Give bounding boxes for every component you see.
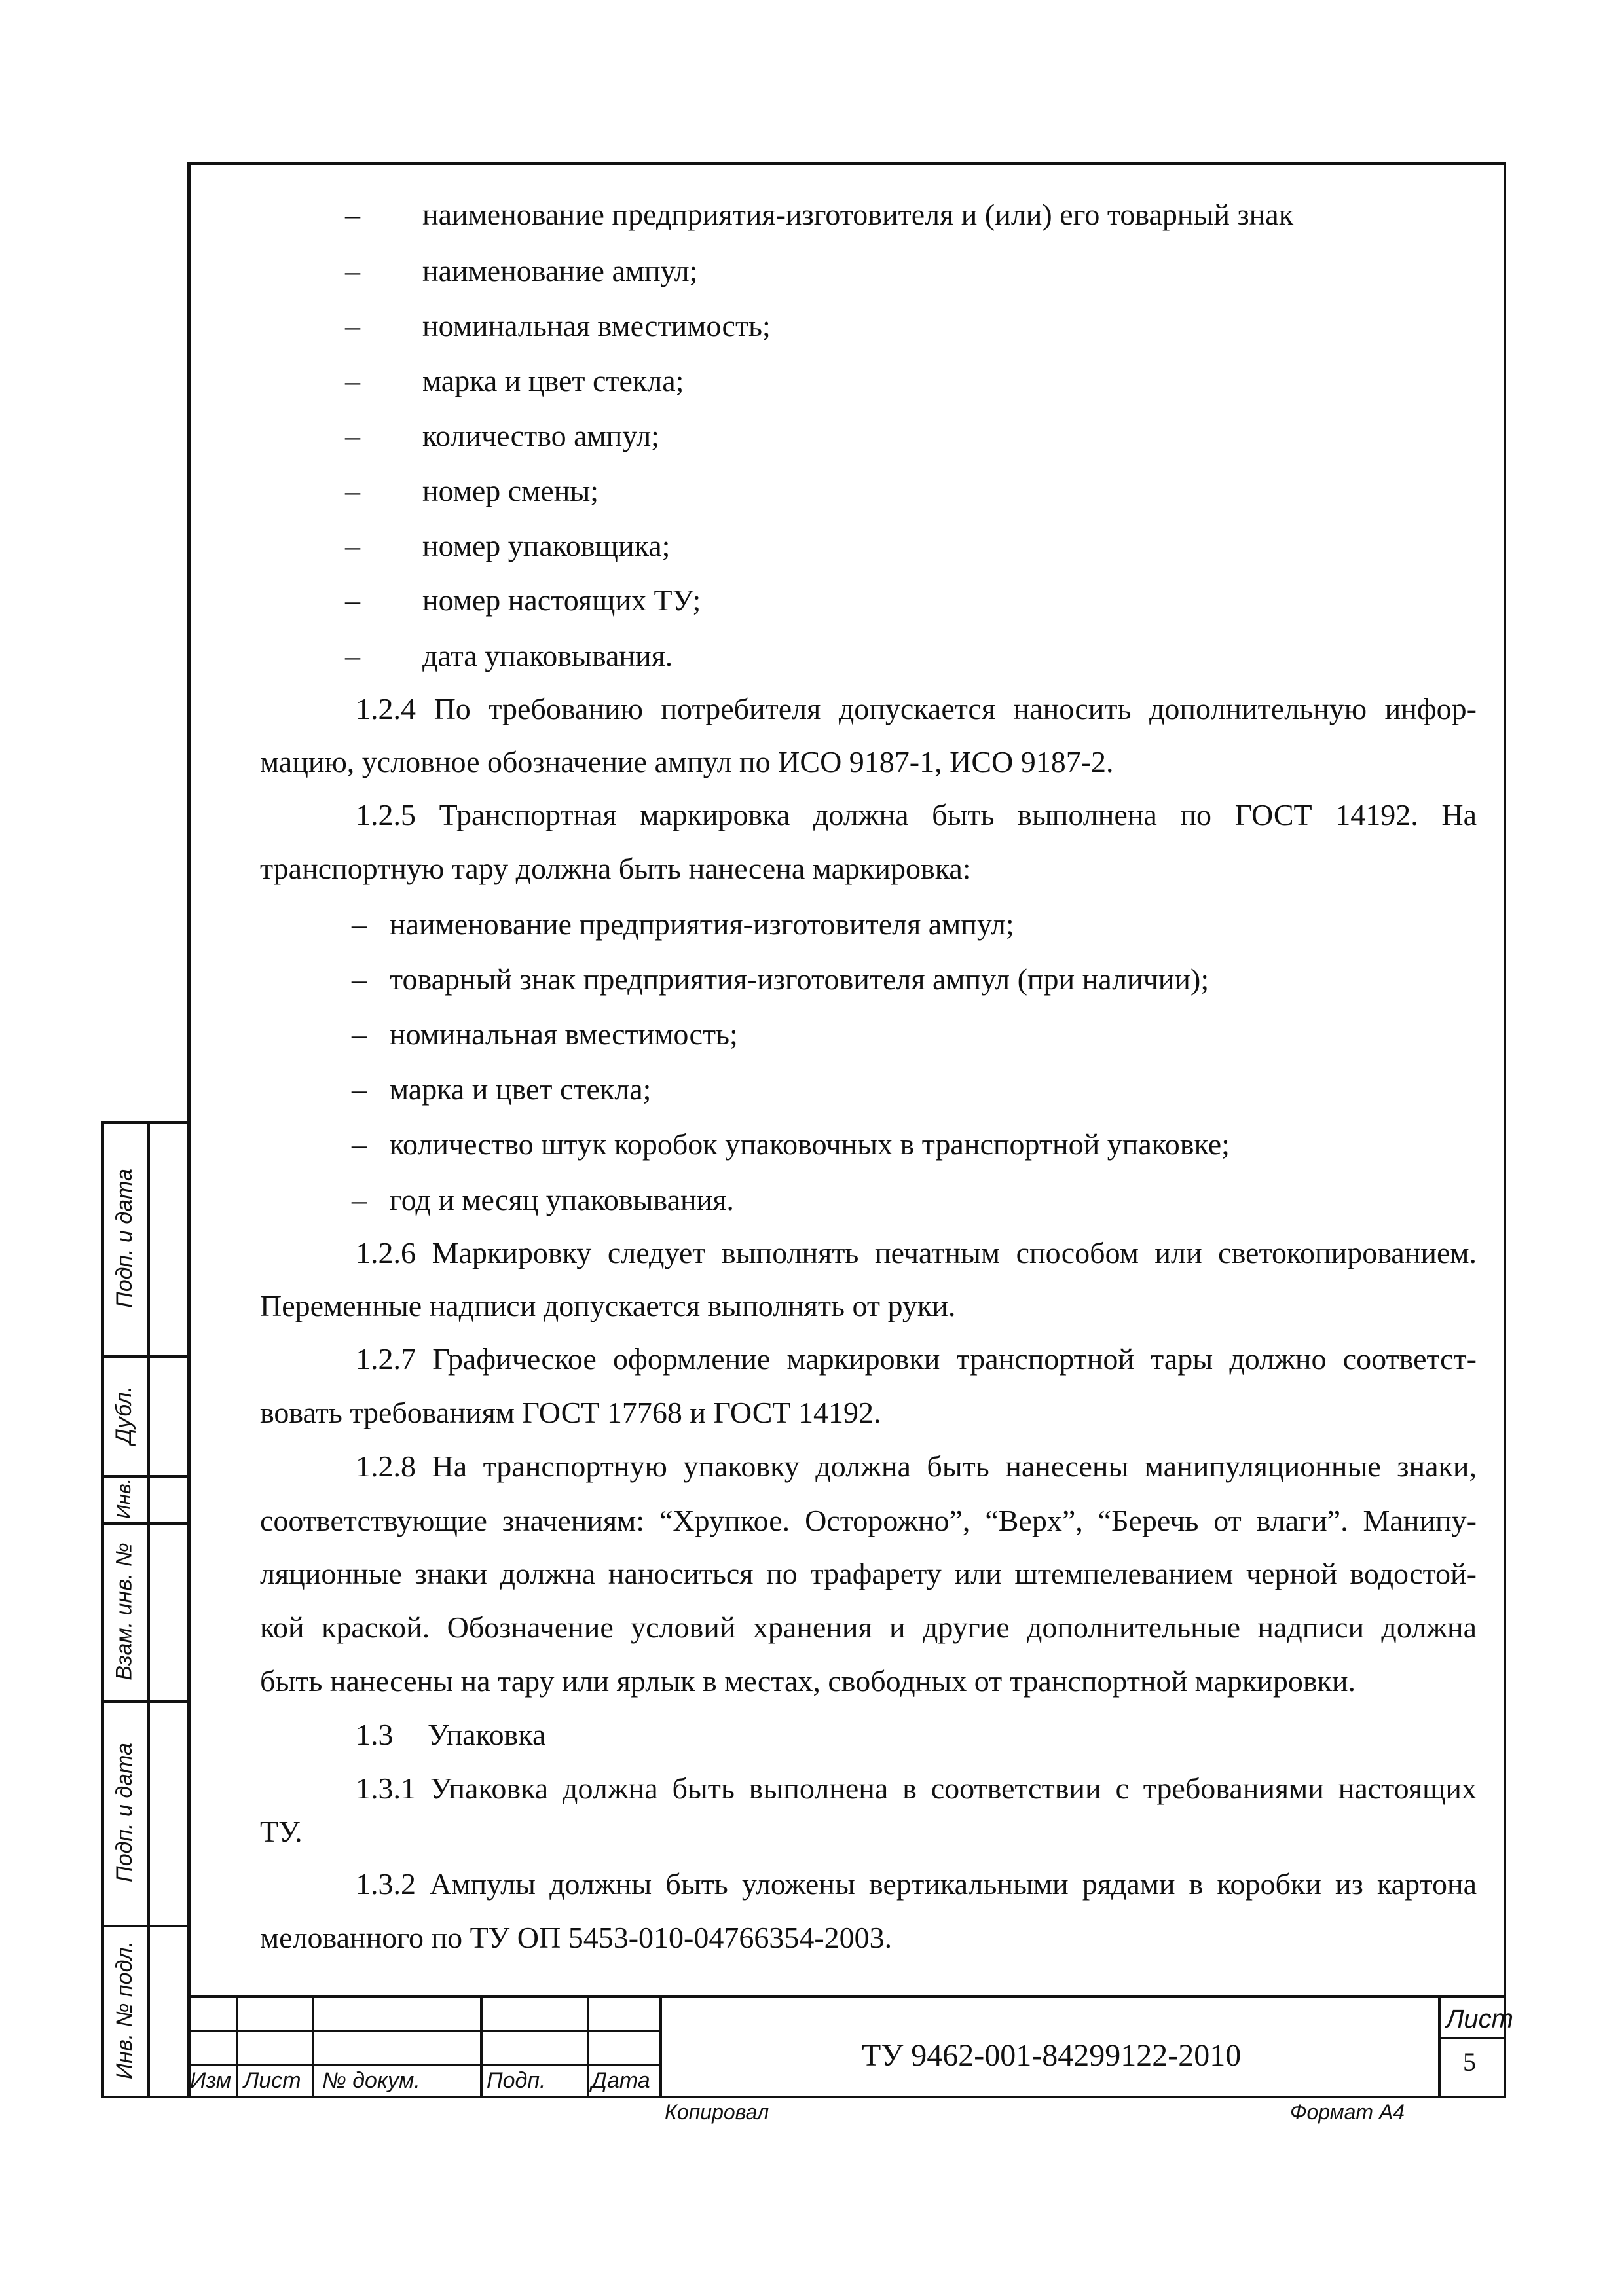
list-dash: –	[345, 198, 360, 231]
title-block-line	[659, 1995, 662, 2098]
list-dash: –	[345, 419, 360, 452]
list-item: номинальная вместимость;	[390, 1017, 738, 1051]
side-line	[101, 2096, 187, 2098]
paragraph-1-2-8-line-5: быть нанесены на тару или ярлык в местах, свободных от транспортной маркировки.	[260, 1664, 1356, 1698]
paragraph-1-3-2-line-2: мелованного по ТУ ОП 5453-010-04766354-2003.	[260, 1921, 893, 1954]
list-item: номинальная вместимость;	[422, 309, 771, 342]
list-dash: –	[345, 254, 360, 287]
footer-format: Формат А4	[1290, 2100, 1405, 2124]
header-data: Дата	[591, 2068, 650, 2093]
sheet-label: Лист	[1446, 2005, 1513, 2033]
paragraph-1-2-8-line-3: ляционные знаки должна наноситься по трафарету или штемпелеванием черной водостой-	[260, 1557, 1477, 1590]
list-dash: –	[352, 1127, 367, 1161]
list-dash: –	[352, 1183, 367, 1216]
list-item: товарный знак предприятия-изготовителя ампул (при наличии);	[390, 962, 1209, 996]
title-block-line	[1438, 2037, 1506, 2039]
side-label-podp-data-2: Подп. и дата	[111, 1743, 137, 1882]
title-block	[187, 1995, 1513, 2098]
list-item: дата упаковывания.	[422, 639, 673, 672]
paragraph-1-2-5-line-2: транспортную тару должна быть нанесена маркировка:	[260, 852, 971, 885]
list-dash: –	[352, 962, 367, 996]
header-dokum: № докум.	[322, 2068, 420, 2093]
list-item: количество штук коробок упаковочных в транспортной упаковке;	[390, 1127, 1230, 1161]
list-dash: –	[352, 1072, 367, 1106]
side-line	[147, 1121, 150, 2098]
list-item: номер настоящих ТУ;	[422, 583, 701, 617]
list-dash: –	[345, 639, 360, 672]
list-dash: –	[352, 1017, 367, 1051]
title-block-line	[187, 2064, 662, 2066]
document-number: ТУ 9462-001-84299122-2010	[862, 2038, 1242, 2073]
side-label-inv-podl: Инв. № подл.	[111, 1941, 137, 2079]
title-block-line	[312, 1995, 314, 2098]
section-1-3-title: Упаковка	[428, 1718, 546, 1751]
title-block-line	[236, 1995, 238, 2098]
paragraph-1-2-7-line-2: вовать требованиям ГОСТ 17768 и ГОСТ 14192.	[260, 1396, 881, 1429]
list-item: номер упаковщика;	[422, 529, 671, 562]
title-block-line	[187, 2030, 662, 2032]
paragraph-1-2-4-line-1: 1.2.4 По требованию потребителя допускается наносить дополнительную инфор-	[356, 692, 1477, 725]
paragraph-1-2-7-line-1: 1.2.7 Графическое оформление маркировки транспортной тары должно соответст-	[356, 1342, 1477, 1376]
list-dash: –	[345, 309, 360, 342]
side-label-inv: Инв.	[113, 1478, 135, 1519]
title-block-line	[1438, 1995, 1441, 2098]
header-podp: Подп.	[487, 2068, 546, 2093]
header-list: Лист	[244, 2068, 301, 2093]
paragraph-1-2-8-line-2: соответствующие значениям: “Хрупкое. Осторожно”, “Верх”, “Беречь от влаги”. Манипу-	[260, 1504, 1477, 1537]
paragraph-1-2-5-line-1: 1.2.5 Транспортная маркировка должна быть выполнена по ГОСТ 14192. На	[356, 798, 1477, 831]
title-block-line	[187, 1995, 1506, 1998]
title-block-line	[480, 1995, 483, 2098]
side-stamp-strip	[101, 1121, 187, 2098]
side-label-dubl: Дубл.	[111, 1385, 137, 1445]
list-dash: –	[345, 364, 360, 397]
list-dash: –	[345, 583, 360, 617]
list-dash: –	[345, 529, 360, 562]
list-item: номер смены;	[422, 474, 599, 507]
sheet-number: 5	[1463, 2047, 1476, 2077]
list-item: год и месяц упаковывания.	[390, 1183, 734, 1216]
side-label-vzam-inv: Взам. инв. №	[111, 1542, 137, 1681]
header-izm: Изм	[190, 2068, 232, 2093]
section-1-3-number: 1.3	[356, 1718, 394, 1751]
footer-copied: Копировал	[665, 2100, 769, 2124]
paragraph-1-2-8-line-4: кой краской. Обозначение условий хранения и другие дополнительные надписи должна	[260, 1611, 1477, 1644]
list-dash: –	[345, 474, 360, 507]
paragraph-1-2-6-line-1: 1.2.6 Маркировку следует выполнять печатным способом или светокопированием.	[356, 1236, 1477, 1269]
paragraph-1-3-1-line-1: 1.3.1 Упаковка должна быть выполнена в соответствии с требованиями настоящих	[356, 1772, 1477, 1805]
list-item: марка и цвет стекла;	[422, 364, 684, 397]
side-label-podp-data: Подп. и дата	[111, 1169, 137, 1308]
paragraph-1-2-6-line-2: Переменные надписи допускается выполнять от руки.	[260, 1289, 956, 1322]
list-dash: –	[352, 907, 367, 941]
list-item: количество ампул;	[422, 419, 659, 452]
list-item: наименование предприятия-изготовителя и (или) его товарный знак	[422, 198, 1294, 231]
list-item: марка и цвет стекла;	[390, 1072, 652, 1106]
paragraph-1-3-2-line-1: 1.3.2 Ампулы должны быть уложены вертикальными рядами в коробки из картона	[356, 1867, 1477, 1901]
paragraph-1-2-4-line-2: мацию, условное обозначение ампул по ИСО 9187-1, ИСО 9187-2.	[260, 745, 1114, 778]
paragraph-1-2-8-line-1: 1.2.8 На транспортную упаковку должна быть нанесены манипуляционные знаки,	[356, 1449, 1477, 1483]
paragraph-1-3-1-line-2: ТУ.	[260, 1815, 303, 1848]
title-block-line	[587, 1995, 589, 2098]
list-item: наименование предприятия-изготовителя ампул;	[390, 907, 1014, 941]
list-item: наименование ампул;	[422, 254, 698, 287]
